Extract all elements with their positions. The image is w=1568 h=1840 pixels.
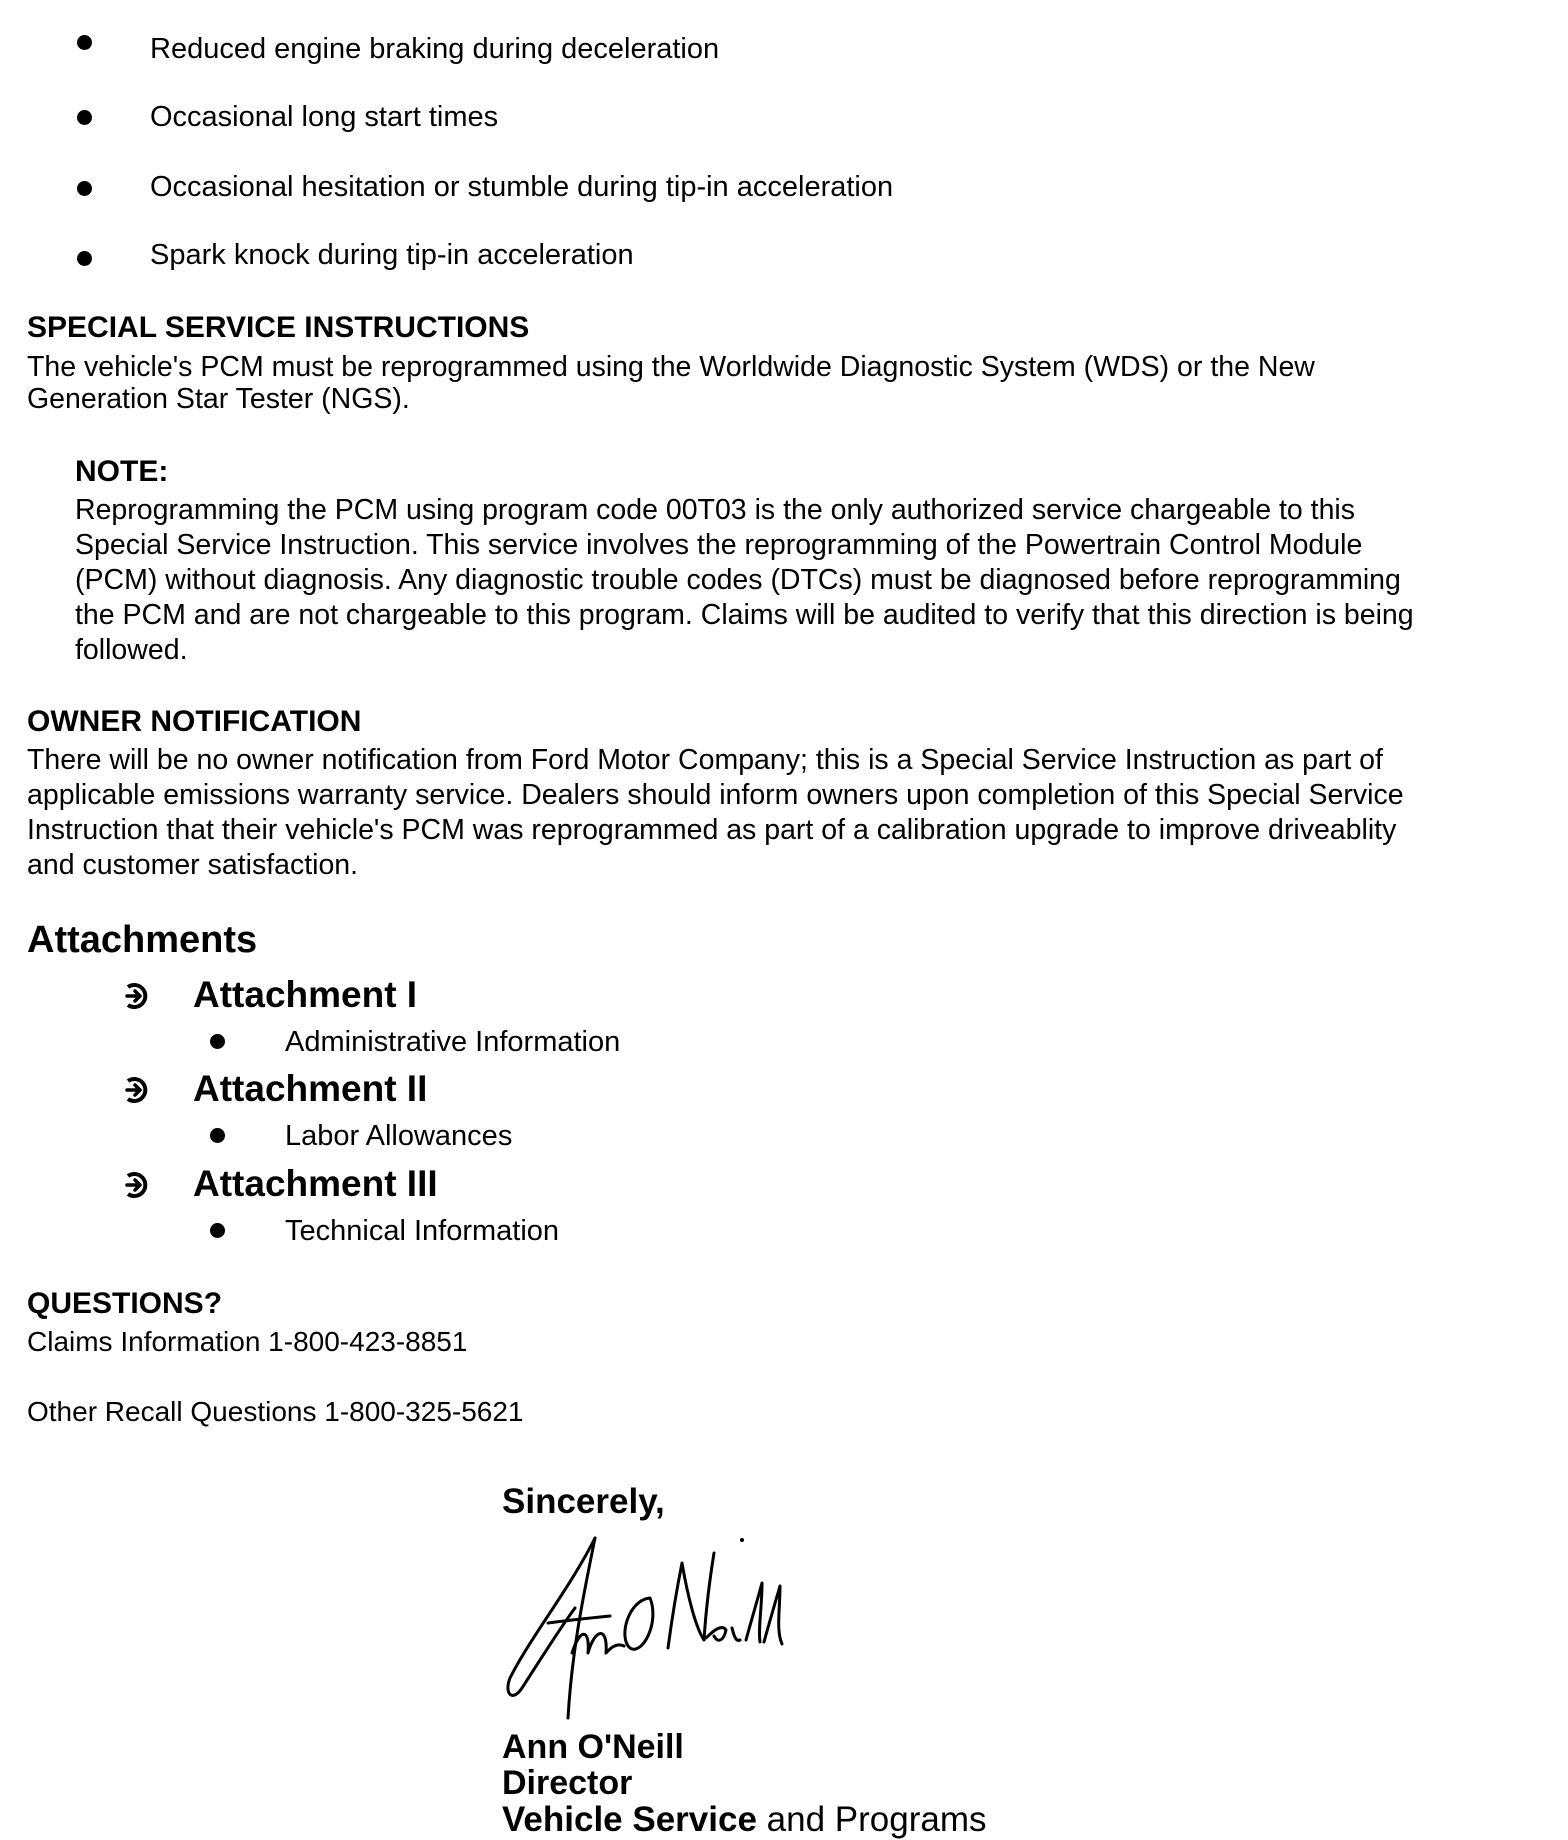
attachment-detail: Administrative Information xyxy=(285,1026,621,1058)
department-bold: Vehicle Service xyxy=(502,1800,757,1839)
arrow-right-circle-icon xyxy=(124,1172,150,1198)
symptom-item: Reduced engine braking during deceleration xyxy=(150,33,720,65)
symptom-item: Occasional long start times xyxy=(150,101,499,133)
paragraph-line: The vehicle's PCM must be reprogrammed using the Worldwide Diagnostic System (WDS) or the New xyxy=(27,351,1315,383)
paragraph-line: applicable emissions warranty service. Dealers should inform owners upon completion of this Special Service xyxy=(27,779,1404,811)
bullet-icon xyxy=(210,1223,225,1238)
paragraph-line: and customer satisfaction. xyxy=(27,849,359,881)
symptom-item: Occasional hesitation or stumble during tip-in acceleration xyxy=(150,171,894,203)
paragraph-line: Special Service Instruction. This service involves the reprogramming of the Powertrain Control Module xyxy=(75,529,1363,561)
paragraph-line: the PCM and are not chargeable to this program. Claims will be audited to verify that this direction is being xyxy=(75,599,1414,631)
bullet-icon xyxy=(210,1128,225,1143)
signer-department xyxy=(502,1800,986,1840)
department-rest: and Programs xyxy=(756,1800,987,1839)
attachment-detail: Technical Information xyxy=(285,1215,560,1247)
claims-contact: Claims Information 1-800-423-8851 xyxy=(27,1326,468,1357)
bullet-icon xyxy=(77,35,92,50)
questions-heading: QUESTIONS? xyxy=(27,1287,223,1320)
attachments-heading: Attachments xyxy=(27,919,258,961)
paragraph-line: Reprogramming the PCM using program code 00T03 is the only authorized service chargeable to this xyxy=(75,494,1355,526)
paragraph-line: Instruction that their vehicle's PCM was reprogrammed as part of a calibration upgrade to improve driveablity xyxy=(27,814,1397,846)
arrow-right-circle-icon xyxy=(124,1077,150,1103)
attachment-name: Attachment II xyxy=(193,1068,428,1109)
paragraph-line: Generation Star Tester (NGS). xyxy=(27,383,410,415)
signer-name: Ann O'Neill xyxy=(502,1728,684,1766)
arrow-right-circle-icon xyxy=(124,983,150,1009)
symptom-item: Spark knock during tip-in acceleration xyxy=(150,239,634,271)
other-recall-contact: Other Recall Questions 1-800-325-5621 xyxy=(27,1396,524,1427)
owner-notification-body xyxy=(27,743,1404,883)
bullet-icon xyxy=(210,1034,225,1049)
signer-title: Director xyxy=(502,1764,633,1802)
bullet-icon xyxy=(77,181,92,196)
salutation: Sincerely, xyxy=(502,1482,665,1521)
attachment-name: Attachment I xyxy=(193,974,418,1015)
handwritten-signature xyxy=(500,1528,800,1728)
attachment-detail: Labor Allowances xyxy=(285,1120,513,1152)
paragraph-line: (PCM) without diagnosis. Any diagnostic trouble codes (DTCs) must be diagnosed before reprogramming xyxy=(75,564,1401,596)
paragraph-line: followed. xyxy=(75,634,188,666)
special-service-heading: SPECIAL SERVICE INSTRUCTIONS xyxy=(27,311,530,344)
note-body xyxy=(75,493,1414,668)
special-service-body xyxy=(27,350,1315,417)
bullet-icon xyxy=(77,110,92,125)
bullet-icon xyxy=(77,251,92,266)
attachment-name: Attachment III xyxy=(193,1163,438,1204)
owner-notification-heading: OWNER NOTIFICATION xyxy=(27,705,362,738)
note-heading: NOTE: xyxy=(75,455,169,488)
paragraph-line: There will be no owner notification from Ford Motor Company; this is a Special Service Instruction as part of xyxy=(27,744,1383,776)
